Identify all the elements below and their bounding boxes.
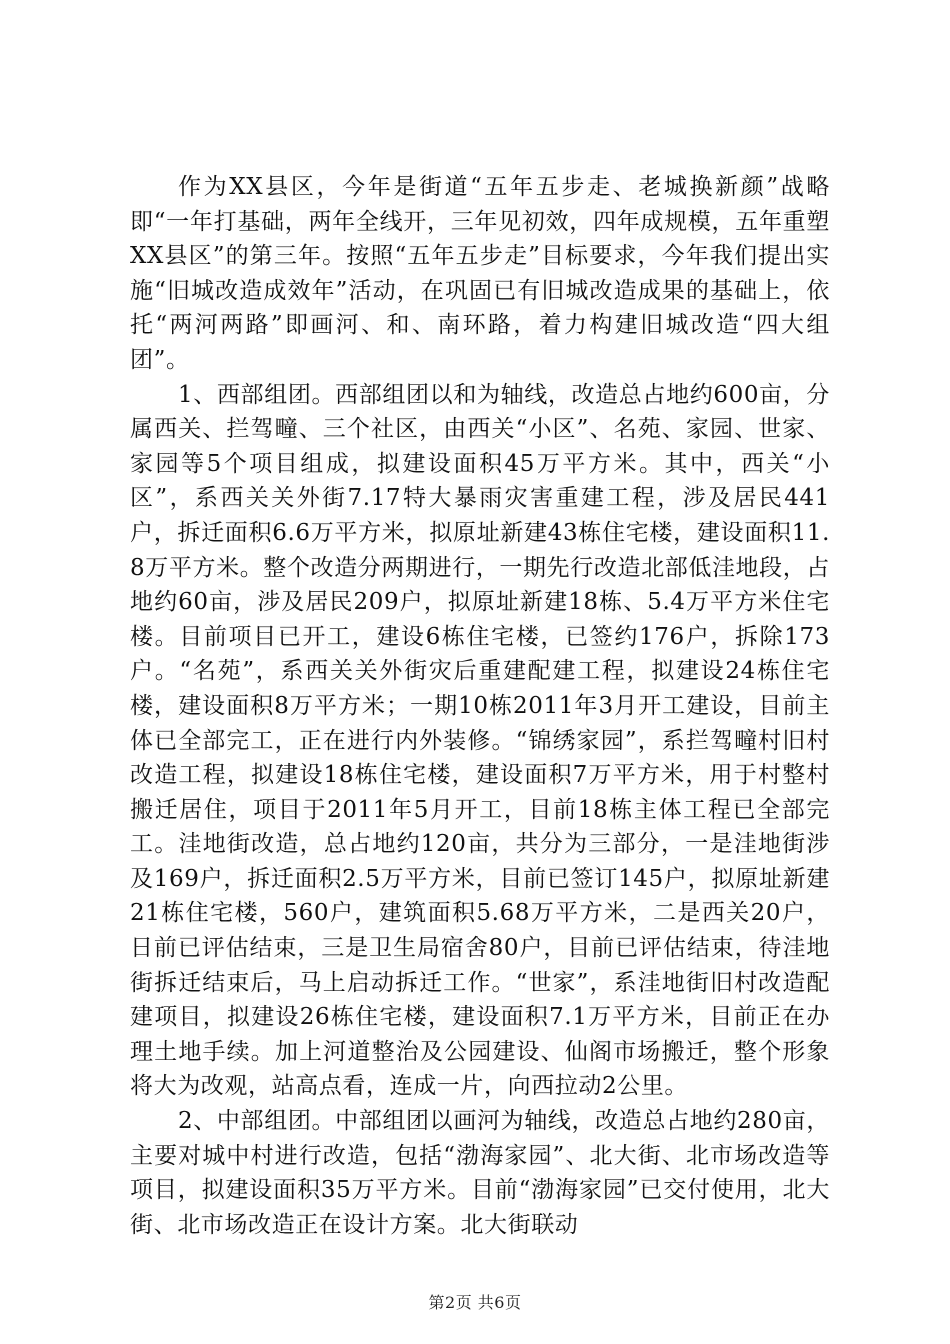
paragraph-central-cluster: 2、中部组团。中部组团以画河为轴线，改造总占地约280亩，主要对城中村进行改造，包括“渤海家园”、北大街、北市场改造等项目，拟建设面积35万平方米。目前“渤海家园”已交付使用，北大街、北市场改造正在设计方案。北大街联动 xyxy=(130,1108,830,1238)
paragraph-intro: 作为XX县区，今年是街道“五年五步走、老城换新颜”战略即“一年打基础，两年全线开，三年见初效，四年成规模，五年重塑XX县区”的第三年。按照“五年五步走”目标要求，今年我们提出实施“旧城改造成效年”活动，在巩固已有旧城改造成果的基础上，依托“两河两路”即画河、和、南环路，着力构建旧城改造“四大组团”。 xyxy=(130,174,830,373)
page-footer: 第2页 共6页 xyxy=(428,1293,522,1312)
paragraph-western-cluster: 1、西部组团。西部组团以和为轴线，改造总占地约600亩，分属西关、拦驾疃、三个社区，由西关“小区”、名苑、家园、世家、家园等5个项目组成，拟建设面积45万平方米。其中，西关“小区”，系西关关外街7.17特大暴雨灾害重建工程，涉及居民441户，拆迁面积6.6万平方米，拟原址新建43栋住宅楼，建设面积11.8万平方米。整个改造分两期进行，一期先行改造北部低洼地段，占地约60亩，涉及居民209户，拟原址新建18栋、5.4万平方米住宅楼。目前项目已开工，建设6栋住宅楼，已签约176户，拆除173户。“名苑”，系西关关外街灾后重建配建工程，拟建设24栋住宅楼，建设面积8万平方米；一期10栋2011年3月开工建设，目前主体已全部完工，正在进行内外装修。“锦绣家园”，系拦驾疃村旧村改造工程，拟建设18栋住宅楼，建设面积7万平方米，用于村整村搬迁居住，项目于2011年5月开工，目前18栋主体工程已全部完工。洼地街改造，总占地约120亩，共分为三部分，一是洼地街涉及169户，拆迁面积2.5万平方米，目前已签订145户，拟原址新建21栋住宅楼，560户，建筑面积5.68万平方米，二是西关20户，日前已评估结束，三是卫生局宿舍80户，目前已评估结束，待洼地街拆迁结束后，马上启动拆迁工作。“世家”，系洼地街旧村改造配建项目，拟建设26栋住宅楼，建设面积7.1万平方米，目前正在办理土地手续。加上河道整治及公园建设、仙阁市场搬迁，整个形象将大为改观，站高点看，连成一片，向西拉动2公里。 xyxy=(130,381,830,1100)
document-body xyxy=(130,170,830,1242)
